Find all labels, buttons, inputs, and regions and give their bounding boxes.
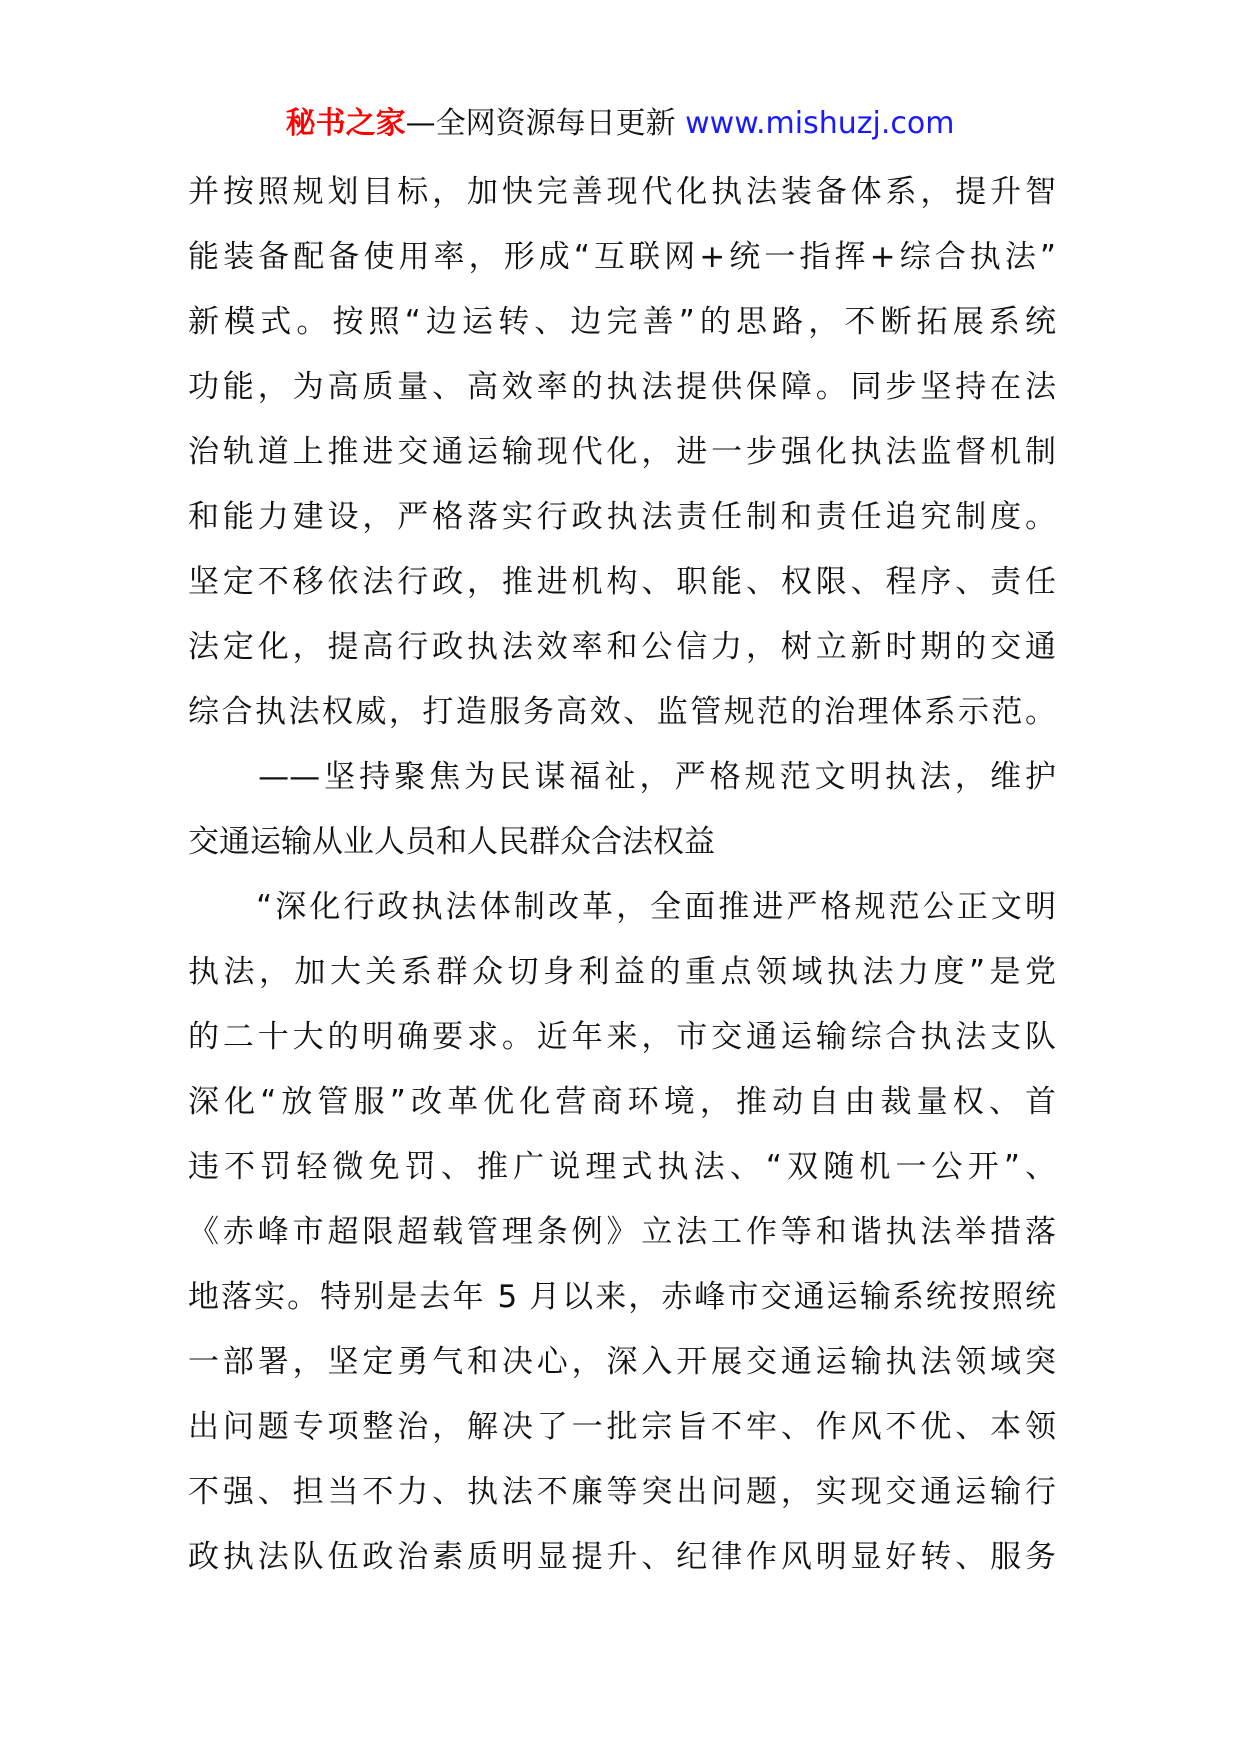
text-line: 的二十大的明确要求。近年来，市交通运输综合执法支队 [188, 1019, 1056, 1055]
text-line: 不强、担当不力、执法不廉等突出问题，实现交通运输行 [188, 1474, 1056, 1510]
text-line: 新模式。按照“边运转、边完善”的思路，不断拓展系统 [188, 304, 1056, 340]
header-tagline: —全网资源每日更新 [405, 106, 676, 141]
text-line: 执法，加大关系群众切身利益的重点领域执法力度”是党 [188, 954, 1056, 990]
text-line: 违不罚轻微免罚、推广说理式执法、“双随机一公开”、 [188, 1149, 1056, 1185]
text-line: 坚定不移依法行政，推进机构、职能、权限、程序、责任 [188, 564, 1056, 600]
text-line: 并按照规划目标，加快完善现代化执法装备体系，提升智 [188, 174, 1056, 210]
text-line: 《赤峰市超限超载管理条例》立法工作等和谐执法举措落 [188, 1214, 1056, 1250]
text-line: 法定化，提高行政执法效率和公信力，树立新时期的交通 [188, 629, 1056, 665]
document-body [188, 160, 1056, 1590]
text-line: 出问题专项整治，解决了一批宗旨不牢、作风不优、本领 [188, 1409, 1056, 1445]
text-line: 地落实。特别是去年 5 月以来，赤峰市交通运输系统按照统 [188, 1279, 1056, 1315]
site-header [0, 104, 1240, 144]
text-line: 治轨道上推进交通运输现代化，进一步强化执法监督机制 [188, 434, 1056, 470]
text-line: 和能力建设，严格落实行政执法责任制和责任追究制度。 [188, 499, 1056, 535]
text-line: 功能，为高质量、高效率的执法提供保障。同步坚持在法 [188, 369, 1056, 405]
text-line: “深化行政执法体制改革，全面推进严格规范公正文明 [188, 889, 1056, 925]
text-line: 综合执法权威，打造服务高效、监管规范的治理体系示范。 [188, 694, 1056, 730]
site-url-link[interactable]: www.mishuzj.com [685, 106, 955, 141]
text-line: 一部署，坚定勇气和决心，深入开展交通运输执法领域突 [188, 1344, 1056, 1380]
text-line: 政执法队伍政治素质明显提升、纪律作风明显好转、服务 [188, 1539, 1056, 1575]
section-heading-line: 交通运输从业人员和人民群众合法权益 [188, 824, 715, 860]
text-line: 深化“放管服”改革优化营商环境，推动自由裁量权、首 [188, 1084, 1056, 1120]
text-line: 能装备配备使用率，形成“互联网+统一指挥+综合执法” [188, 239, 1056, 275]
section-heading-line: ——坚持聚焦为民谋福祉，严格规范文明执法，维护 [188, 759, 1056, 795]
brand-name: 秘书之家 [285, 106, 406, 141]
